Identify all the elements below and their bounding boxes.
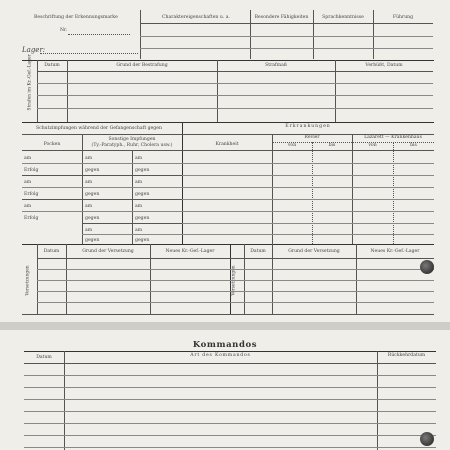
impf-cell: am [24,180,32,185]
impf-cell: gegen [85,192,100,197]
strafen-datum-header: Datum [44,63,60,68]
strafen-strafmass-header: Strafmaß [265,63,287,68]
revier-header: Revier [304,135,320,140]
impf-cell: gegen [135,216,150,221]
lazarett-header: Lazarett — Krankenhaus [364,135,422,140]
versetzungen-side-label-right: Versetzungen [231,265,237,296]
impf-cell: Erfolg [24,216,39,221]
impf-cell: am [135,228,143,233]
vers-grund-header-right: Grund der Versetzung [288,249,340,254]
impf-cell: gegen [85,238,100,243]
impf-cell: gegen [135,168,150,173]
lager-label: Lager: [22,46,46,54]
lazarett-bis: bis [410,143,417,148]
impf-cell: am [85,156,93,161]
sonstige-sub-header: (Ty.-Paratyph., Ruhr, Cholera usw.) [91,143,173,148]
sprach-label: Sprachkenntnisse [322,15,364,20]
impf-cell: am [85,180,93,185]
impf-cell: Erfolg [24,168,39,173]
punch-hole-icon [420,260,434,274]
versetzungen-side-label-left: Versetzungen [25,265,31,296]
beschriftung-label: Beschriftung der Erkennungsmarke [34,15,118,20]
vers-neues-header-right: Neues Kr.-Gef.-Lager [370,249,420,254]
impf-cell: gegen [85,168,100,173]
strafen-side-label: Strafen im Kr.-Gef.-Lager [27,54,33,111]
lazarett-von: von [368,143,377,148]
kommandos-art-header: Art des Kommandos [190,353,251,358]
faehigkeiten-label: Besondere Fähigkeiten [254,15,309,20]
impf-cell: gegen [135,192,150,197]
strafen-grund-header: Grund der Bestrafung [116,63,168,68]
impf-cell: Erfolg [24,192,39,197]
impf-cell: gegen [135,238,150,243]
revier-von: von [287,143,297,148]
kommandos-title: Kommandos [192,340,258,350]
vers-grund-header-left: Grund der Versetzung [82,249,134,254]
impf-cell: am [135,204,143,209]
impf-cell: am [24,204,32,209]
card-gap [0,322,450,330]
kommandos-rueckkehr-header: Rückkehrdatum [387,353,426,358]
impf-title: Schutzimpfungen während der Gefangenschaft gegen [36,126,162,131]
strafen-verbuesst-header: Verbüßt, Datum [365,63,403,68]
nr-line [68,34,130,35]
impf-cell: am [85,228,93,233]
lager-line [40,53,138,54]
punch-hole-icon [420,432,434,446]
vers-neues-header-left: Neues Kr.-Gef.-Lager [165,249,215,254]
sonstige-header: Sonstige Impfungen [108,137,156,142]
vers-datum-header-left: Datum [43,249,60,254]
card-kommandos [0,330,450,450]
charakter-label: Charaktereigenschaften u. a. [162,15,230,20]
fuehrung-label: Führung [392,15,414,20]
impf-cell: am [24,156,32,161]
erkrankungen-title: Erkrankungen [285,124,331,129]
pocken-header: Pocken [43,142,61,147]
krankheit-header: Krankheit [215,142,239,147]
kommandos-datum-header: Datum [36,355,52,360]
revier-bis: bis [328,143,336,148]
impf-cell: gegen [85,216,100,221]
impf-cell: am [135,180,143,185]
nr-label: Nr. [60,28,68,33]
impf-cell: am [85,204,93,209]
vers-datum-header-right: Datum [250,249,266,254]
impf-cell: am [135,156,143,161]
